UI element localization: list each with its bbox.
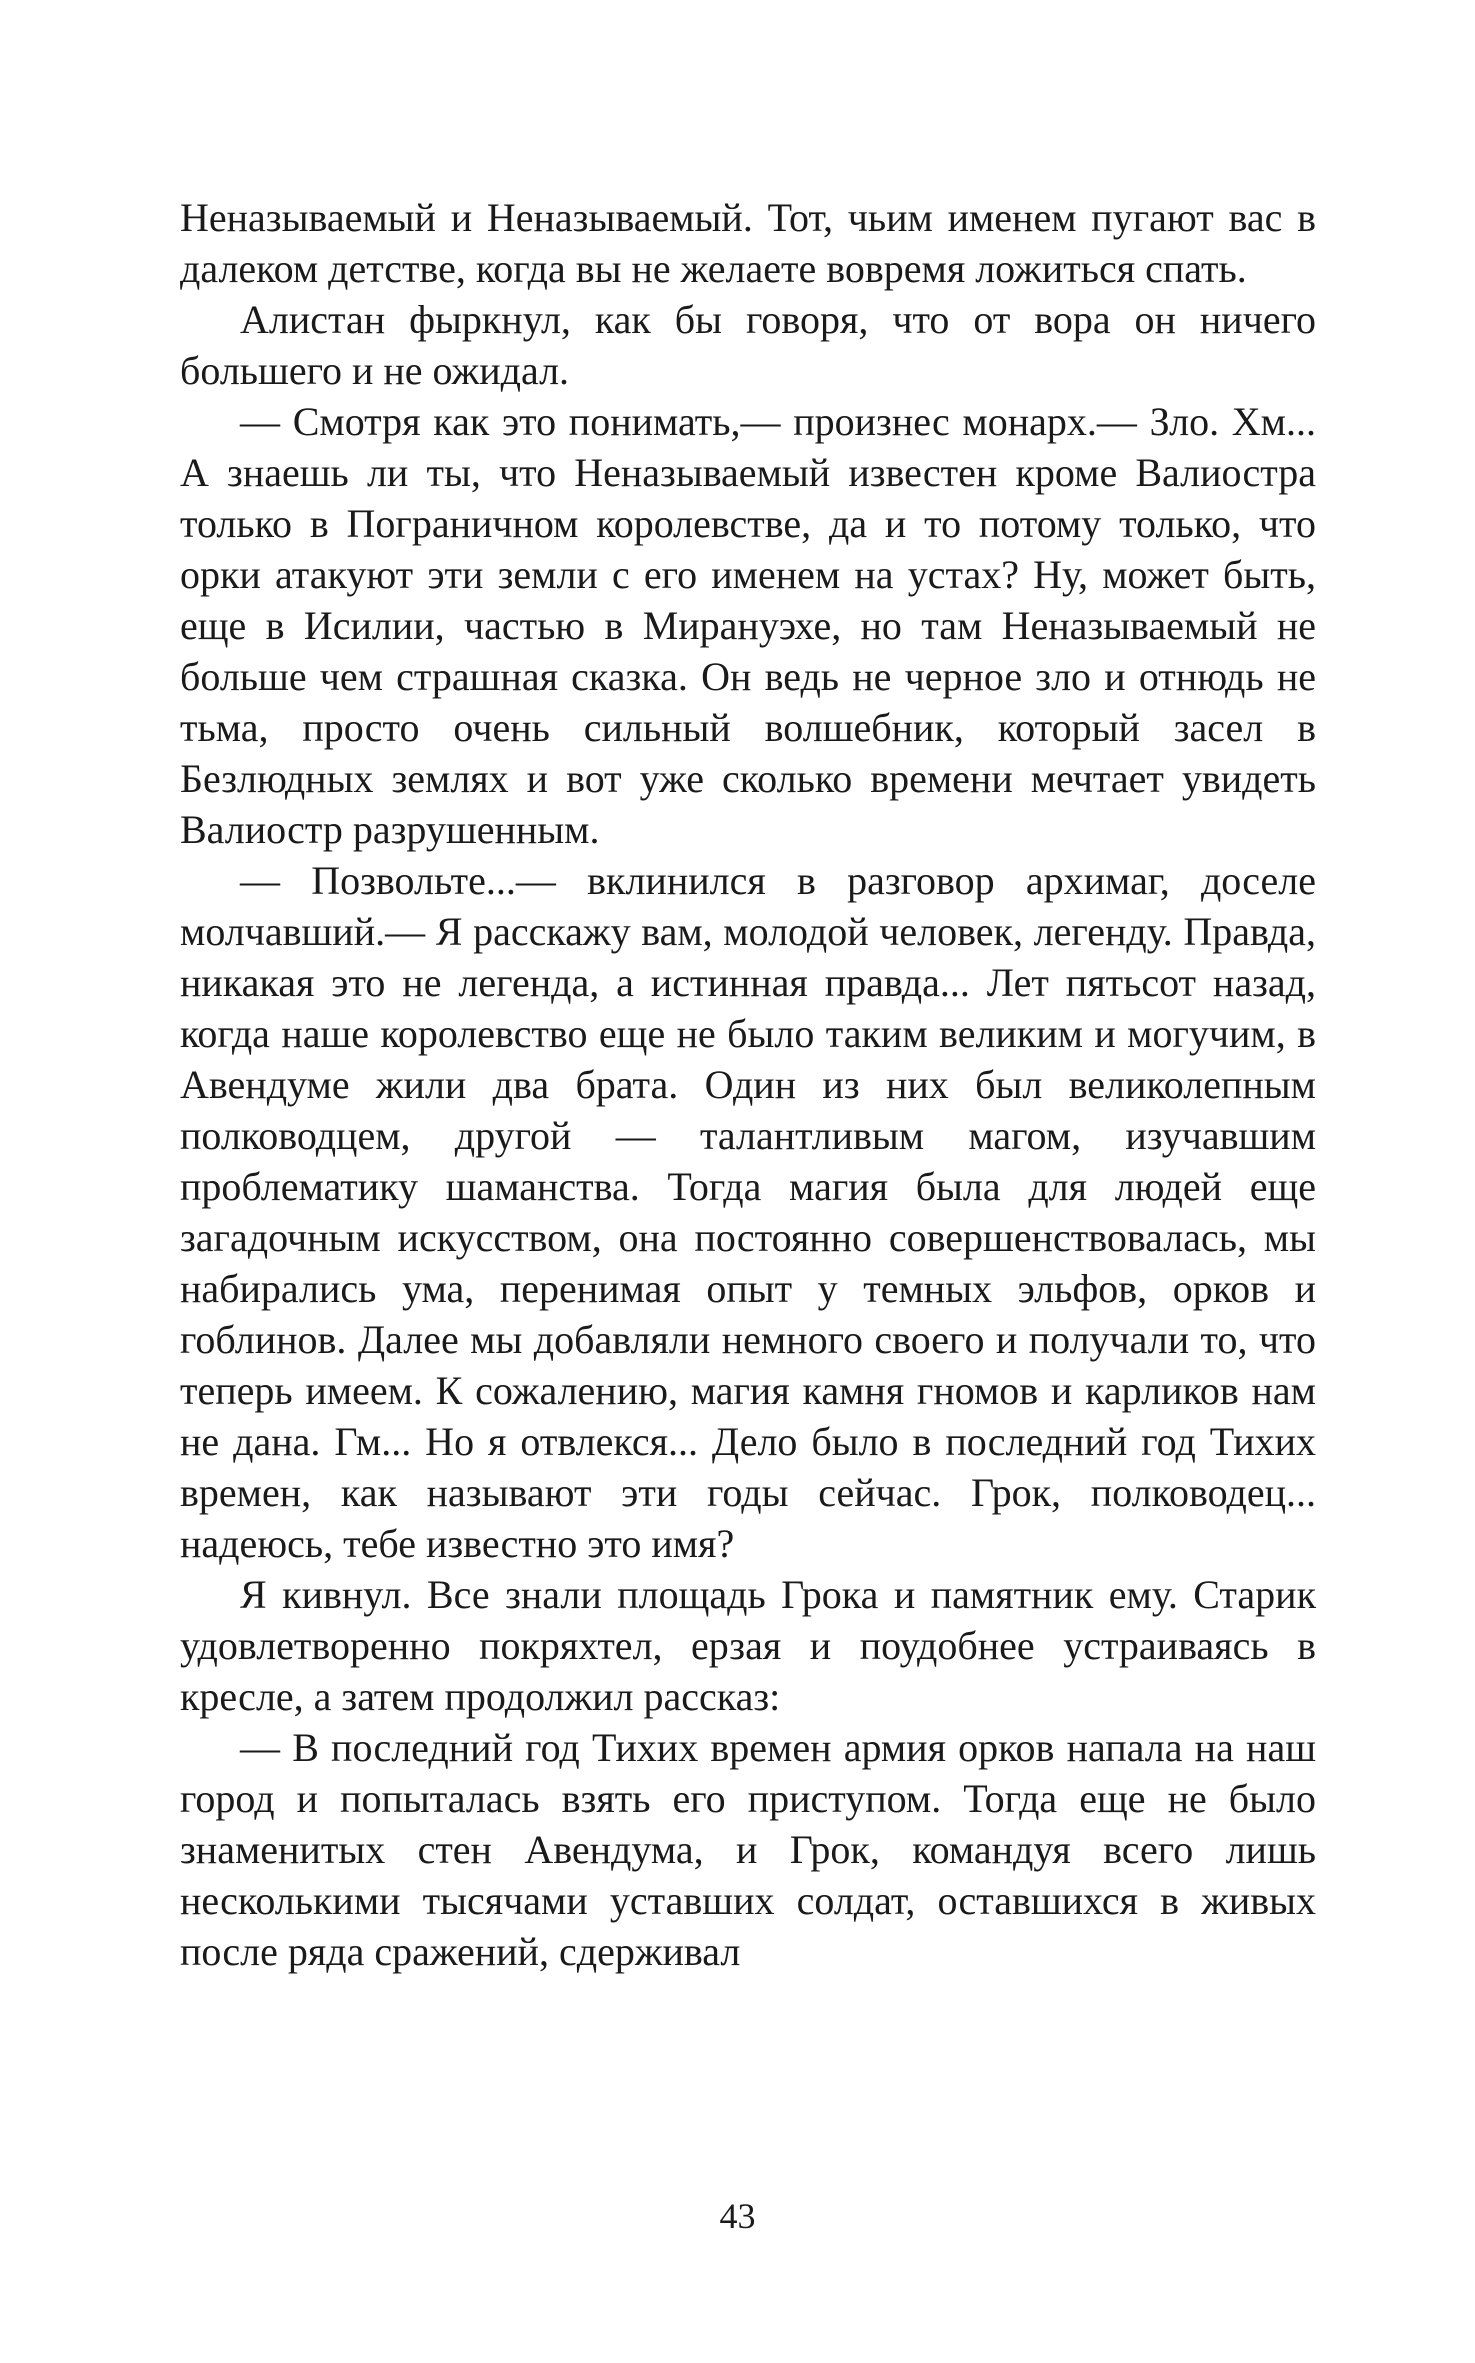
page-number: 43 — [719, 2196, 756, 2236]
paragraph-6: — В последний год Тихих времен армия орков напала на наш город и попыталась взять его приступом. Тогда еще не было знаменитых стен Авендума, и Грок, командуя всего лишь несколькими тысячами уставших солдат, оставшихся в живых после ряда сражений, сдерживал — [180, 1725, 1316, 1974]
paragraph-2: Алистан фыркнул, как бы говоря, что от вора он ничего большего и не ожидал. — [180, 297, 1316, 393]
paragraph-1: Неназываемый и Неназываемый. Тот, чьим именем пугают вас в далеком детстве, когда вы не желаете вовремя ложиться спать. — [180, 195, 1316, 291]
paragraph-4: — Позвольте...— вклинился в разговор архимаг, доселе молчавший.— Я расскажу вам, молодой человек, легенду. Правда, никакая это не легенда, а истинная правда... Лет пятьсот назад, когда наше королевство еще не было таким великим и могучим, в Авендуме жили два брата. Один из них был великолепным полководцем, другой — талантливым магом, изучавшим проблематику шаманства. Тогда магия была для людей еще загадочным искусством, она постоянно совершенствовалась, мы набирались ума, перенимая опыт у темных эльфов, орков и гоблинов. Далее мы добавляли немного своего и получали то, что теперь имеем. К сожалению, магия камня гномов и карликов нам не дана. Гм... Но я отвлекся... Дело было в последний год Тихих времен, как называют эти годы сейчас. Грок, полководец... надеюсь, тебе известно это имя? — [180, 858, 1316, 1566]
paragraph-5: Я кивнул. Все знали площадь Грока и памятник ему. Старик удовлетворенно покряхтел, ерзая и поудобнее устраиваясь в кресле, а затем продолжил рассказ: — [180, 1572, 1316, 1719]
page-body — [180, 192, 1316, 1977]
paragraph-3: — Смотря как это понимать,— произнес монарх.— Зло. Хм... А знаешь ли ты, что Неназываемый известен кроме Валиостра только в Пограничном королевстве, да и то потому только, что орки атакуют эти земли с его именем на устах? Ну, может быть, еще в Исилии, частью в Мирануэхе, но там Неназываемый не больше чем страшная сказка. Он ведь не черное зло и отнюдь не тьма, просто очень сильный волшебник, который засел в Безлюдных землях и вот уже сколько времени мечтает увидеть Валиостр разрушенным. — [180, 399, 1316, 852]
